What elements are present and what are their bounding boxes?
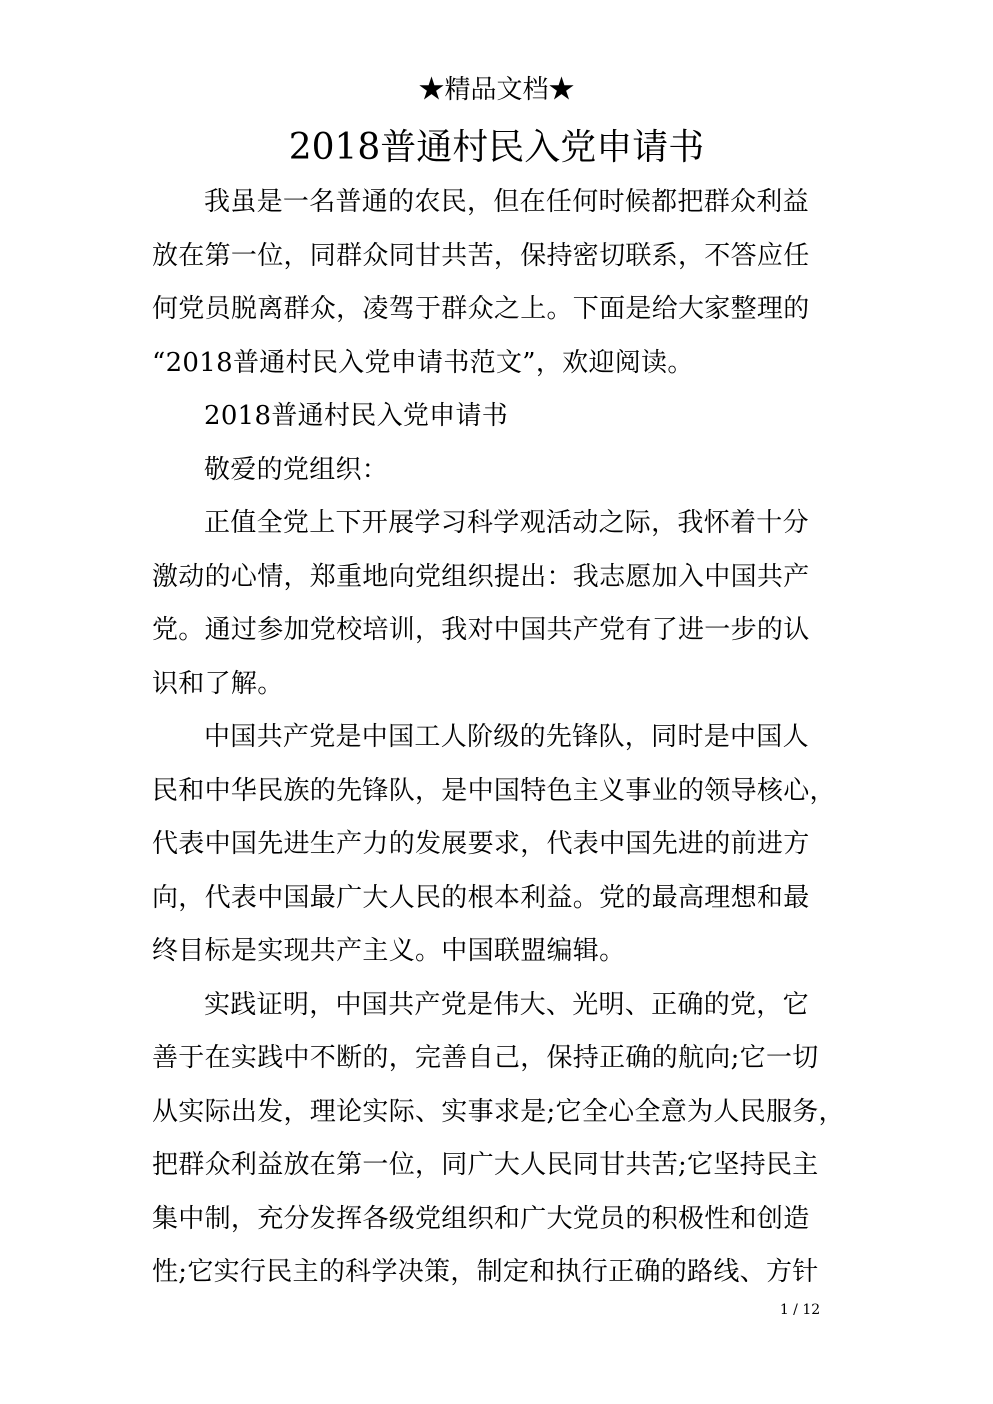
body-line: 识和了解。	[152, 668, 284, 699]
body-line: 代表中国先进生产力的发展要求，代表中国先进的前进方	[152, 829, 810, 859]
header-label: ★精品文档★	[418, 75, 575, 105]
body-line: 我虽是一名普通的农民，但在任何时候都把群众利益	[204, 187, 809, 217]
body-line: 何党员脱离群众，凌驾于群众之上。下面是给大家整理的	[152, 294, 810, 324]
page-number: 1 / 12	[779, 1302, 821, 1318]
body-line: 善于在实践中不断的，完善自己，保持正确的航向;它一切	[152, 1043, 819, 1073]
body-line: 终目标是实现共产主义。中国联盟编辑。	[152, 936, 626, 966]
body-line: 集中制，充分发挥各级党组织和广大党员的积极性和创造	[152, 1203, 810, 1234]
body-line: 中国共产党是中国工人阶级的先锋队，同时是中国人	[204, 722, 809, 752]
body-line: 正值全党上下开展学习科学观活动之际，我怀着十分	[204, 508, 809, 538]
body-line: 民和中华民族的先锋队，是中国特色主义事业的领导核心，	[152, 775, 836, 806]
document-body	[152, 176, 845, 1300]
body-line: “2018普通村民入党申请书范文”，欢迎阅读。	[152, 347, 694, 378]
body-line: 2018普通村民入党申请书	[204, 401, 509, 431]
body-line: 党。通过参加党校培训，我对中国共产党有了进一步的认	[152, 615, 810, 645]
body-line: 把群众利益放在第一位，同广大人民同甘共苦;它坚持民主	[152, 1150, 819, 1180]
document-title: 2018普通村民入党申请书	[288, 127, 705, 168]
body-line: 实践证明，中国共产党是伟大、光明、正确的党，它	[204, 989, 809, 1020]
body-line: 放在第一位，同群众同甘共苦，保持密切联系，不答应任	[152, 240, 810, 271]
body-line: 激动的心情，郑重地向党组织提出：我志愿加入中国共产	[152, 561, 810, 592]
body-line: 性;它实行民主的科学决策，制定和执行正确的路线、方针	[152, 1257, 819, 1287]
body-line: 从实际出发，理论实际、实事求是;它全心全意为人民服务，	[152, 1096, 845, 1127]
body-line: 向，代表中国最广大人民的根本利益。党的最高理想和最	[152, 882, 810, 913]
body-line: 敬爱的党组织：	[204, 454, 389, 485]
